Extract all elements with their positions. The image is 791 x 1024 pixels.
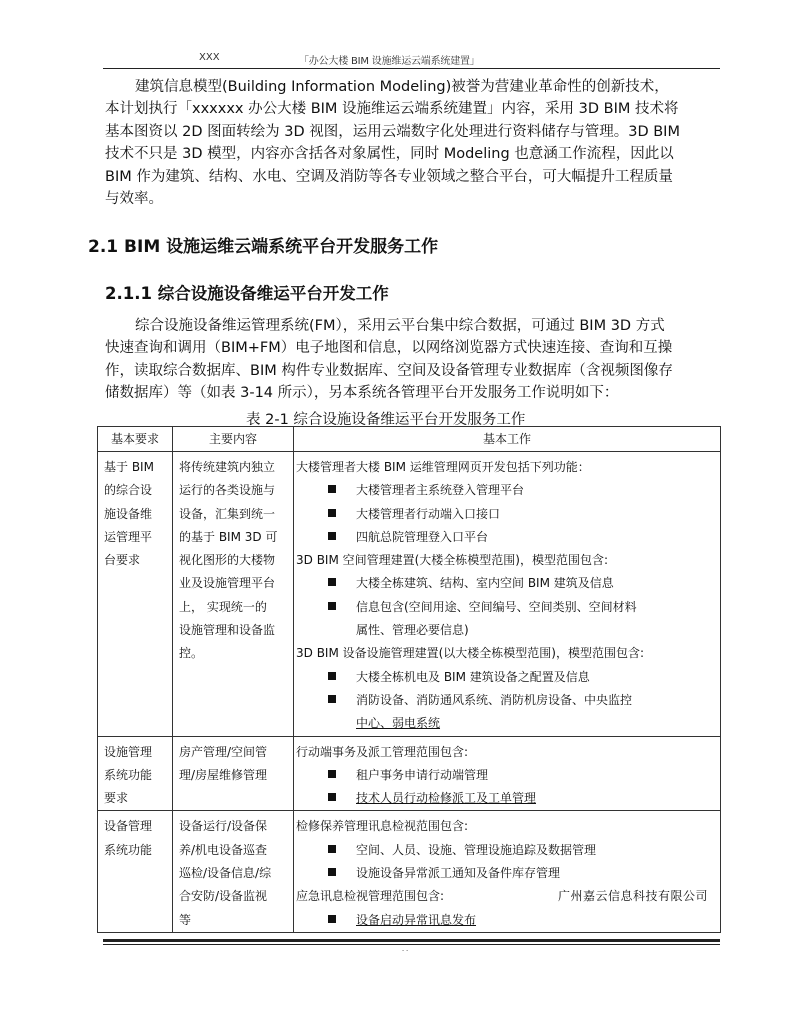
work-intro: 检修保养管理讯息检视范围包含: bbox=[296, 819, 469, 834]
intro-line: 与效率。 bbox=[105, 190, 163, 207]
cell-text: 的综合设 bbox=[104, 483, 153, 498]
work-subheading: 应急讯息检视管理范围包含: 广州嘉云信息科技有限公司 bbox=[296, 885, 716, 908]
cell-text: 视化图形的大楼物 bbox=[179, 553, 276, 568]
square-bullet-icon bbox=[328, 509, 336, 517]
work-cell bbox=[294, 452, 721, 737]
cell-text: 台要求 bbox=[104, 553, 141, 568]
bullet-item: 大楼管理者行动端入口接口 bbox=[296, 503, 716, 526]
body-paragraph bbox=[105, 315, 720, 405]
header-doc-title: 「办公大楼 BIM 设施维运云端系统建置」 bbox=[299, 56, 480, 67]
square-bullet-icon bbox=[328, 602, 336, 610]
column-header: 主要内容 bbox=[173, 427, 294, 452]
cell-text: 设施管理 bbox=[104, 744, 153, 759]
requirement-cell bbox=[98, 452, 173, 737]
bullet-item: 大楼管理者主系统登入管理平台 bbox=[296, 479, 716, 502]
column-header: 基本要求 bbox=[98, 427, 173, 452]
cell-text: 施设备维 bbox=[104, 506, 153, 521]
cell-text: 理/房屋维修管理 bbox=[179, 767, 268, 782]
cell-text: 设备管理 bbox=[104, 819, 153, 834]
footer-rule-thin bbox=[103, 944, 720, 945]
table-row bbox=[98, 811, 721, 932]
work-intro: 行动端事务及派工管理范围包含: bbox=[296, 744, 469, 759]
work-subheading: 3D BIM 设备设施管理建置(以大楼全栋模型范围)，模型范围包含: bbox=[296, 646, 645, 661]
square-bullet-icon bbox=[328, 845, 336, 853]
bullet-continuation: 属性、管理必要信息) bbox=[356, 623, 469, 638]
bullet-item: 设施设备异常派工通知及备件库存管理 bbox=[296, 862, 716, 885]
cell-text: 运管理平 bbox=[104, 529, 153, 544]
header-doc-code: XXX bbox=[199, 52, 220, 63]
bullet-item: 技术人员行动检修派工及工单管理 bbox=[296, 787, 716, 810]
footer-rule bbox=[103, 939, 720, 942]
section-heading-2-1: 2.1 BIM 设施运维云端系统平台开发服务工作 bbox=[88, 237, 439, 257]
cell-text: 系统功能 bbox=[104, 842, 153, 857]
cell-text: 要求 bbox=[104, 791, 129, 806]
content-cell bbox=[173, 452, 294, 737]
square-bullet-icon bbox=[328, 868, 336, 876]
bullet-item: 四航总院管理登入口平台 bbox=[296, 526, 716, 549]
requirement-cell bbox=[98, 736, 173, 811]
body-line: 综合设施设备维运管理系统(FM），采用云平台集中综合数据，可通过 BIM 3D 方式 bbox=[135, 318, 665, 334]
bullet-item: 大楼全栋机电及 BIM 建筑设备之配置及信息 bbox=[296, 666, 716, 689]
body-line: 快速查询和调用（BIM+FM）电子地图和信息，以网络浏览器方式快速连接、查询和互操 bbox=[105, 340, 673, 357]
page-number: - - bbox=[402, 947, 409, 954]
intro-line: 本计划执行「xxxxxx 办公大楼 BIM 设施维运云端系统建置」内容，采用 3D BIM 技术将 bbox=[105, 101, 679, 118]
square-bullet-icon bbox=[328, 578, 336, 586]
body-line: 作，读取综合数据库、BIM 构件专业数据库、空间及设备管理专业数据库（含视频图像存 bbox=[105, 362, 673, 379]
company-name: 广州嘉云信息科技有限公司 bbox=[557, 889, 708, 904]
intro-paragraph bbox=[105, 76, 720, 210]
cell-text: 设施管理和设备监 bbox=[179, 623, 276, 638]
cell-text: 控。 bbox=[179, 646, 204, 661]
square-bullet-icon bbox=[328, 485, 336, 493]
cell-text: 房产管理/空间管 bbox=[179, 744, 268, 759]
intro-line: BIM 作为建筑、结构、水电、空调及消防等各专业领域之整合平台，可大幅提升工程质量 bbox=[105, 168, 673, 185]
header-rule bbox=[103, 68, 720, 69]
cell-text: 设备运行/设备保 bbox=[179, 819, 268, 834]
cell-text: 设备，汇集到统一 bbox=[179, 506, 276, 521]
cell-text: 系统功能 bbox=[104, 767, 153, 782]
content-cell bbox=[173, 811, 294, 932]
square-bullet-icon bbox=[328, 695, 336, 703]
table-row bbox=[98, 452, 721, 737]
work-intro: 大楼管理者大楼 BIM 运维管理网页开发包括下列功能： bbox=[296, 460, 590, 474]
cell-text: 等 bbox=[179, 912, 192, 927]
work-cell bbox=[294, 736, 721, 811]
square-bullet-icon bbox=[328, 672, 336, 680]
work-subheading: 3D BIM 空间管理建置(大楼全栋模型范围)，模型范围包含: bbox=[296, 553, 609, 568]
cell-text: 运行的各类设施与 bbox=[179, 483, 276, 498]
square-bullet-icon bbox=[328, 793, 336, 801]
content-cell bbox=[173, 736, 294, 811]
intro-line: 技术不只是 3D 模型，内容亦含括各对象属性，同时 Modeling 也意涵工作流程，因此以 bbox=[105, 146, 674, 163]
cell-text: 巡检/设备信息/综 bbox=[179, 866, 272, 881]
cell-text: 上， 实现统一的 bbox=[179, 599, 267, 614]
cell-text: 合安防/设备监视 bbox=[179, 889, 268, 904]
square-bullet-icon bbox=[328, 770, 336, 778]
table-row bbox=[98, 736, 721, 811]
cell-text: 的基于 BIM 3D 可 bbox=[179, 529, 278, 544]
bullet-continuation: 中心、弱电系统 bbox=[356, 716, 441, 731]
bullet-item: 消防设备、消防通风系统、消防机房设备、中央监控 bbox=[296, 689, 716, 712]
bullet-item: 信息包含(空间用途、空间编号、空间类别、空间材料 bbox=[296, 596, 716, 619]
requirement-cell bbox=[98, 811, 173, 932]
cell-text: 业及设施管理平台 bbox=[179, 576, 276, 591]
intro-line: 基本图资以 2D 图面转绘为 3D 视图，运用云端数字化处理进行资料储存与管理。3D BIM bbox=[105, 123, 680, 140]
spec-table bbox=[97, 426, 721, 933]
table-caption: 表 2-1 综合设施设备维运平台开发服务工作 bbox=[246, 412, 526, 428]
cell-text: 将传统建筑内独立 bbox=[179, 460, 276, 474]
square-bullet-icon bbox=[328, 532, 336, 540]
work-cell bbox=[294, 811, 721, 932]
bullet-item: 大楼全栋建筑、结构、室内空间 BIM 建筑及信息 bbox=[296, 572, 716, 595]
bullet-item: 空间、人员、设施、管理设施追踪及数据管理 bbox=[296, 839, 716, 862]
table-header-row bbox=[98, 427, 721, 452]
page-header bbox=[103, 52, 720, 72]
section-heading-2-1-1: 2.1.1 综合设施设备维运平台开发工作 bbox=[105, 284, 389, 303]
cell-text: 养/机电设备巡查 bbox=[179, 842, 268, 857]
body-line: 储数据库）等（如表 3-14 所示），另本系统各管理平台开发服务工作说明如下： bbox=[105, 385, 619, 402]
column-header: 基本工作 bbox=[294, 427, 721, 452]
cell-text: 基于 BIM bbox=[104, 460, 154, 474]
bullet-item: 租户事务申请行动端管理 bbox=[296, 764, 716, 787]
square-bullet-icon bbox=[328, 915, 336, 923]
intro-line: 建筑信息模型(Building Information Modeling)被誉为营建业革命性的创新技术， bbox=[135, 79, 669, 95]
bullet-item: 设备启动异常讯息发布 bbox=[296, 909, 716, 932]
